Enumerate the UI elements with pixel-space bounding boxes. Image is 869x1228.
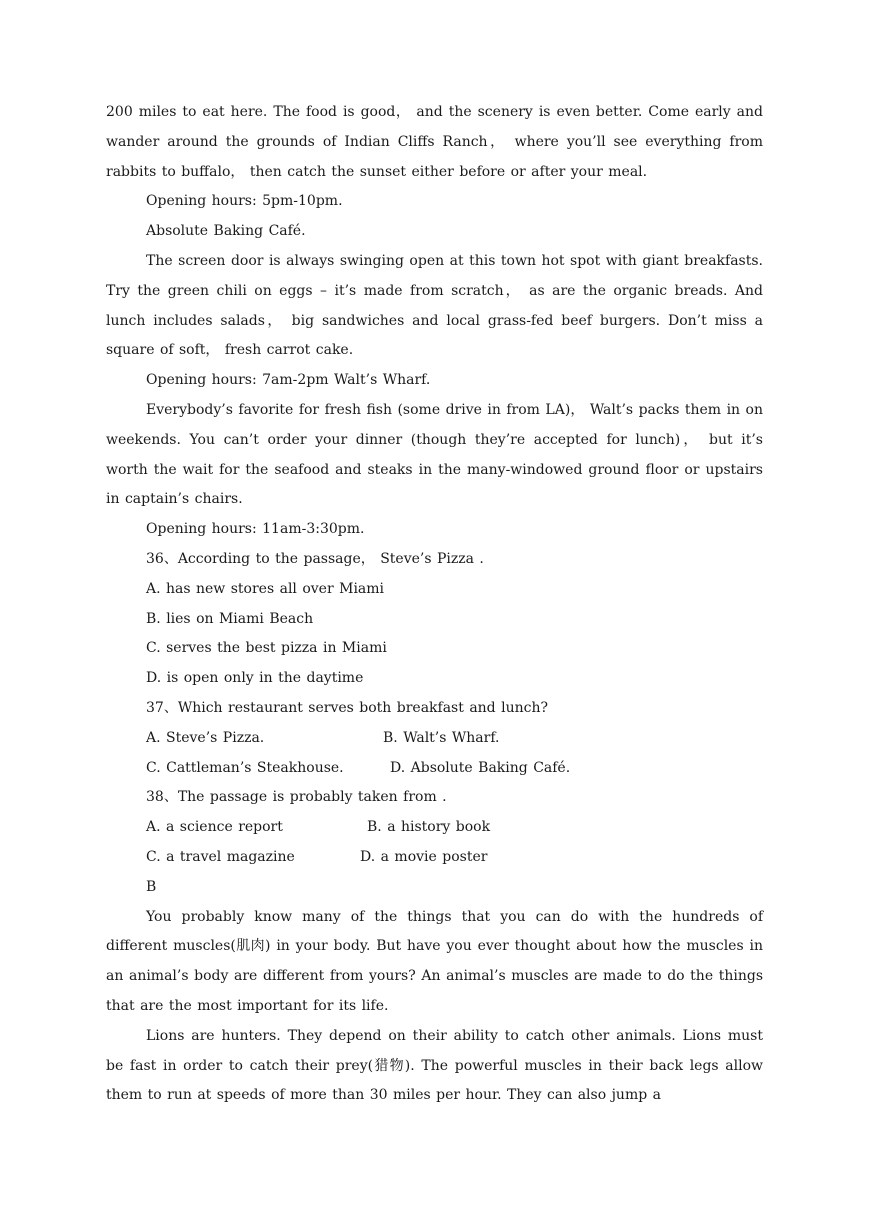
restaurant-name: Absolute Baking Café. xyxy=(146,223,306,240)
question-37-option-c: C. Cattleman’s Steakhouse. xyxy=(146,759,344,776)
passage-paragraph: The screen door is always swinging open at this town hot spot with giant breakfasts. Try the green chili on eggs – it’s made from scratch， as are the organic breads. And lunch includes salads， big sandwiches and local grass-fed beef burgers. Don’t miss a square of soft， fresh carrot cake. xyxy=(106,252,763,359)
passage-paragraph: You probably know many of the things that you can do with the hundreds of different muscles(肌肉) in your body. But have you ever thought about how the muscles in an animal’s body are different from yours? An animal’s muscles are made to do the things that are the most important for its life. xyxy=(106,908,763,1014)
question-36-option-d: D. is open only in the daytime xyxy=(146,670,364,687)
question-36-option-b: B. lies on Miami Beach xyxy=(146,610,314,627)
question-37-option-b: B. Walt’s Wharf. xyxy=(383,729,500,746)
passage-paragraph: Lions are hunters. They depend on their ability to catch other animals. Lions must be fast in order to catch their prey(猎物). The powerful muscles in their back legs allow them to run at speeds of more than 30 miles per hour. They can also jump a xyxy=(106,1027,763,1104)
question-37-stem: 37、Which restaurant serves both breakfast and lunch? xyxy=(146,699,548,716)
question-36-stem: 36、According to the passage， Steve’s Pizza . xyxy=(146,550,484,567)
opening-hours: Opening hours: 5pm-10pm. xyxy=(146,193,343,210)
opening-hours: Opening hours: 11am-3:30pm. xyxy=(146,521,365,538)
question-36-option-c: C. serves the best pizza in Miami xyxy=(146,640,387,657)
question-37-options-row-2 xyxy=(106,754,763,784)
question-38-option-b: B. a history book xyxy=(367,819,491,836)
question-38-option-c: C. a travel magazine xyxy=(146,848,295,865)
question-38-option-d: D. a movie poster xyxy=(360,848,488,865)
passage-paragraph: Everybody’s favorite for fresh fish (some drive in from LA)， Walt’s packs them in on weekends. You can’t order your dinner (though they’re accepted for lunch)， but it’s worth the wait for the seafood and steaks in the many-windowed ground floor or upstairs in captain’s chairs. xyxy=(106,401,763,508)
question-38-options-row-2 xyxy=(106,843,763,873)
question-37-option-a: A. Steve’s Pizza. xyxy=(146,729,265,746)
question-38-option-a: A. a science report xyxy=(146,819,283,836)
opening-hours: Opening hours: 7am-2pm Walt’s Wharf. xyxy=(146,372,431,389)
question-37-option-d: D. Absolute Baking Café. xyxy=(390,759,571,776)
question-38-stem: 38、The passage is probably taken from . xyxy=(146,789,447,806)
section-label: B xyxy=(146,878,157,895)
passage-paragraph: 200 miles to eat here. The food is good， and the scenery is even better. Come early and wander around the grounds of Indian Cliffs Ranch， where you’ll see everything from rabbits to buffalo， then catch the sunset either before or after your meal. xyxy=(106,104,763,180)
question-38-options-row-1 xyxy=(106,813,763,843)
question-36-option-a: A. has new stores all over Miami xyxy=(146,580,385,597)
question-37-options-row-1 xyxy=(106,724,763,754)
